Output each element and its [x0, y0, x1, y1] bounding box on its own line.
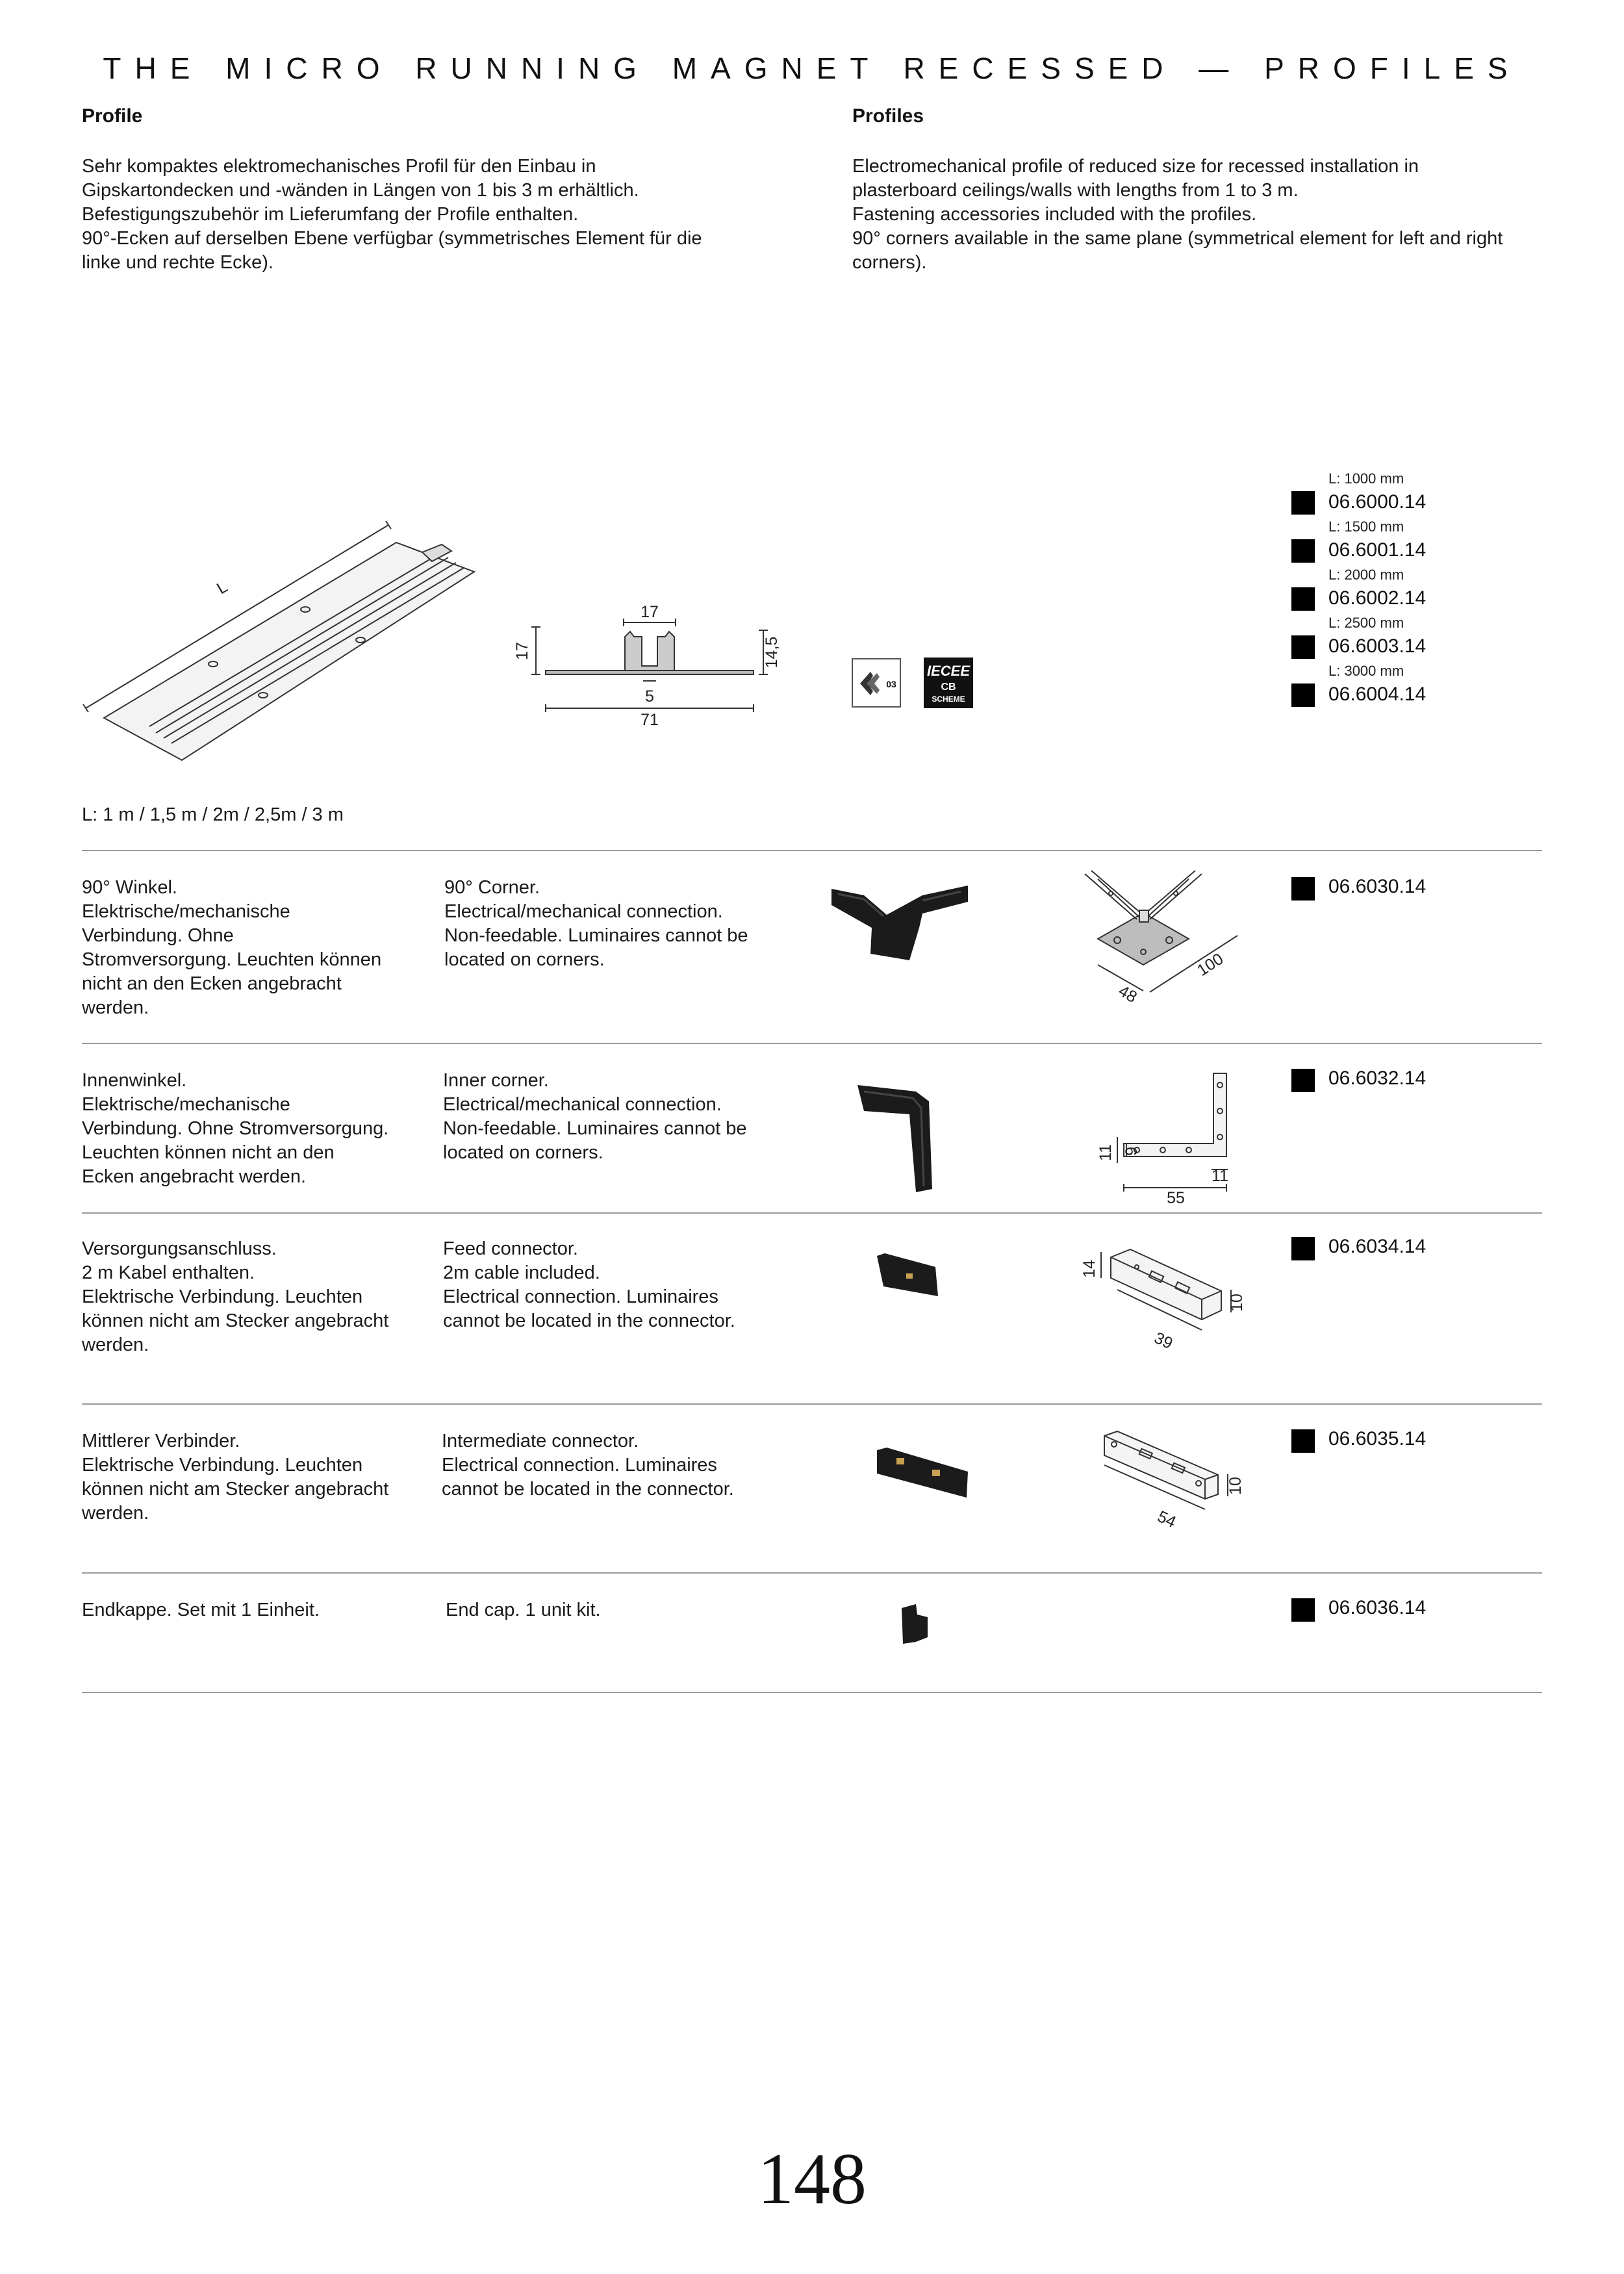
section-divider — [82, 1043, 1542, 1044]
inner-corner-product-image — [844, 1075, 955, 1199]
variant-length: L: 2500 mm — [1328, 615, 1404, 631]
accessory-en-line: located on corners. — [443, 1142, 603, 1163]
accessory-de-line: Ecken angebracht werden. — [82, 1166, 306, 1187]
variant-code: 06.6002.14 — [1328, 587, 1427, 609]
accessory-de-line: werden. — [82, 1335, 149, 1355]
color-swatch-black — [1291, 635, 1315, 659]
section-divider — [82, 850, 1542, 851]
dim-slot: 5 — [645, 687, 654, 706]
corner-dim-a: 48 — [1115, 981, 1141, 1007]
corner-dim-b: 100 — [1194, 949, 1227, 980]
accessory-en-line: Electrical/mechanical connection. — [443, 1094, 722, 1115]
intermediate-dim-a: 54 — [1154, 1507, 1179, 1532]
feed-dim-b: 39 — [1151, 1329, 1176, 1353]
color-swatch-black — [1291, 877, 1315, 901]
accessory-de-line: können nicht am Stecker angebracht — [82, 1310, 389, 1331]
variant-code: 06.6003.14 — [1328, 635, 1427, 657]
accessory-de-text — [82, 1429, 433, 1526]
accessory-de-line: Stromversorgung. Leuchten können — [82, 949, 382, 970]
section-divider — [82, 1403, 1542, 1405]
accessory-en-line: cannot be located in the connector. — [443, 1310, 735, 1331]
logo-text-iecee: IECEE — [926, 663, 971, 679]
dim-height-right: 14,5 — [763, 636, 781, 669]
accessory-de-line: Verbindung. Ohne — [82, 925, 234, 946]
dim-height-left: 17 — [513, 642, 531, 660]
accessory-en-line: Feed connector. — [443, 1238, 578, 1259]
intermediate-connector-dimension-drawing — [1091, 1426, 1267, 1543]
accessory-de-line: Leuchten können nicht an den — [82, 1142, 335, 1163]
page-number: 148 — [757, 2139, 867, 2219]
section-divider — [82, 1212, 1542, 1214]
accessory-en-line: Intermediate connector. — [442, 1431, 639, 1451]
variant-length: L: 1000 mm — [1328, 470, 1404, 487]
inner-corner-dim-d: 55 — [1167, 1189, 1185, 1207]
accessory-code: 06.6036.14 — [1328, 1597, 1427, 1618]
color-swatch-black — [1291, 1237, 1315, 1260]
corner-90-dimension-drawing — [1072, 867, 1254, 1023]
lengths-note: L: 1 m / 1,5 m / 2m / 2,5m / 3 m — [82, 804, 344, 825]
color-swatch-black — [1291, 491, 1315, 515]
section-divider — [82, 1692, 1542, 1693]
accessory-de-line: Versorgungsanschluss. — [82, 1238, 277, 1259]
intro-de-line: 90°-Ecken auf derselben Ebene verfügbar (symmetrisches Element für die — [82, 228, 702, 249]
page-title: THE MICRO RUNNING MAGNET RECESSED — PROFILES — [103, 51, 1521, 85]
color-swatch-black — [1291, 1069, 1315, 1092]
accessory-de-line: 90° Winkel. — [82, 877, 177, 898]
intro-en-line: 90° corners available in the same plane (symmetrical element for left and right — [852, 228, 1503, 249]
logo-text-scheme: SCHEME — [932, 695, 965, 704]
profile-section-drawing — [513, 598, 799, 728]
intro-de-text — [82, 155, 829, 275]
accessory-code: 06.6035.14 — [1328, 1428, 1427, 1450]
accessory-en-text — [442, 1429, 806, 1501]
accessory-de-line: Innenwinkel. — [82, 1070, 187, 1091]
accessory-code: 06.6034.14 — [1328, 1236, 1427, 1257]
accessory-de-line: Verbindung. Ohne Stromversorgung. — [82, 1118, 389, 1139]
intro-en-line: plasterboard ceilings/walls with lengths from 1 to 3 m. — [852, 180, 1299, 201]
variant-code: 06.6001.14 — [1328, 539, 1427, 561]
accessory-de-text — [82, 876, 433, 1020]
iecee-cb-scheme-logo — [924, 658, 973, 708]
intro-de-line: Sehr kompaktes elektromechanisches Profil für den Einbau in — [82, 156, 596, 177]
intermediate-dim-b: 10 — [1226, 1477, 1245, 1495]
intro-de-heading: Profile — [82, 105, 143, 127]
variant-length: L: 1500 mm — [1328, 518, 1404, 535]
variant-code: 06.6004.14 — [1328, 683, 1427, 705]
accessory-en-text — [443, 1069, 807, 1165]
intro-en-text — [852, 155, 1554, 275]
accessory-en-line: located on corners. — [444, 949, 605, 970]
intro-en-line: corners). — [852, 252, 927, 273]
accessory-de-line: können nicht am Stecker angebracht — [82, 1479, 389, 1500]
dim-total-width: 71 — [641, 711, 659, 728]
accessory-en-line: cannot be located in the connector. — [442, 1479, 734, 1500]
accessory-en-line: 90° Corner. — [444, 877, 540, 898]
accessory-de-text — [82, 1237, 433, 1357]
feed-connector-product-image — [870, 1251, 948, 1309]
accessory-de-line: Elektrische Verbindung. Leuchten — [82, 1455, 363, 1476]
accessory-en-line: 2m cable included. — [443, 1262, 600, 1283]
end-cap-product-image — [896, 1602, 935, 1650]
color-swatch-black — [1291, 587, 1315, 611]
accessory-de-line: nicht an den Ecken angebracht — [82, 973, 342, 994]
accessory-en-text — [446, 1598, 809, 1622]
certification-mark-icon — [851, 658, 903, 709]
inner-corner-dim-c: 11 — [1212, 1167, 1228, 1185]
accessory-de-line: werden. — [82, 997, 149, 1018]
feed-dim-c: 10 — [1228, 1294, 1246, 1312]
inner-corner-dim-b: 9 — [1123, 1147, 1141, 1156]
accessory-en-line: Electrical connection. Luminaires — [443, 1286, 718, 1307]
intro-de-line: Gipskartondecken und -wänden in Längen von 1 bis 3 m erhältlich. — [82, 180, 639, 201]
accessory-code: 06.6030.14 — [1328, 876, 1427, 897]
accessory-de-line: Elektrische/mechanische — [82, 1094, 290, 1115]
intro-de-line: linke und rechte Ecke). — [82, 252, 273, 273]
color-swatch-black — [1291, 683, 1315, 707]
cert-mark-number: 03 — [886, 679, 896, 689]
accessory-de-text — [82, 1069, 433, 1189]
variant-length: L: 3000 mm — [1328, 663, 1404, 679]
accessory-en-text — [444, 876, 808, 972]
profile-isometric-drawing — [78, 507, 494, 780]
inner-corner-dim-a: 11 — [1097, 1144, 1115, 1161]
intro-de-line: Befestigungszubehör im Lieferumfang der Profile enthalten. — [82, 204, 579, 225]
accessory-de-line: Elektrische/mechanische — [82, 901, 290, 922]
logo-text-cb: CB — [941, 682, 956, 693]
accessory-en-text — [443, 1237, 807, 1333]
feed-dim-a: 14 — [1080, 1260, 1098, 1278]
section-divider — [82, 1572, 1542, 1574]
accessory-de-line: werden. — [82, 1503, 149, 1524]
color-swatch-black — [1291, 1598, 1315, 1622]
intro-en-line: Electromechanical profile of reduced size for recessed installation in — [852, 156, 1419, 177]
feed-connector-dimension-drawing — [1072, 1238, 1260, 1361]
accessory-de-line: 2 m Kabel enthalten. — [82, 1262, 255, 1283]
accessory-en-line: Electrical connection. Luminaires — [442, 1455, 717, 1476]
intermediate-connector-product-image — [870, 1442, 974, 1507]
accessory-de-line: Endkappe. Set mit 1 Einheit. — [82, 1600, 320, 1620]
intro-en-heading: Profiles — [852, 105, 924, 127]
accessory-en-line: Inner corner. — [443, 1070, 549, 1091]
color-swatch-black — [1291, 1429, 1315, 1453]
variant-code: 06.6000.14 — [1328, 491, 1427, 513]
accessory-de-line: Mittlerer Verbinder. — [82, 1431, 240, 1451]
accessory-en-line: Electrical/mechanical connection. — [444, 901, 723, 922]
accessory-de-line: Elektrische Verbindung. Leuchten — [82, 1286, 363, 1307]
variant-length: L: 2000 mm — [1328, 567, 1404, 583]
intro-en-line: Fastening accessories included with the profiles. — [852, 204, 1257, 225]
accessory-code: 06.6032.14 — [1328, 1067, 1427, 1089]
corner-90-product-image — [825, 876, 974, 973]
color-swatch-black — [1291, 539, 1315, 563]
accessory-de-text — [82, 1598, 433, 1622]
accessory-en-line: Non-feedable. Luminaires cannot be — [444, 925, 748, 946]
accessory-en-line: End cap. 1 unit kit. — [446, 1600, 601, 1620]
accessory-en-line: Non-feedable. Luminaires cannot be — [443, 1118, 747, 1139]
dim-top-width: 17 — [641, 603, 659, 621]
inner-corner-dimension-drawing — [1078, 1066, 1260, 1208]
profile-length-label: L — [214, 577, 231, 598]
